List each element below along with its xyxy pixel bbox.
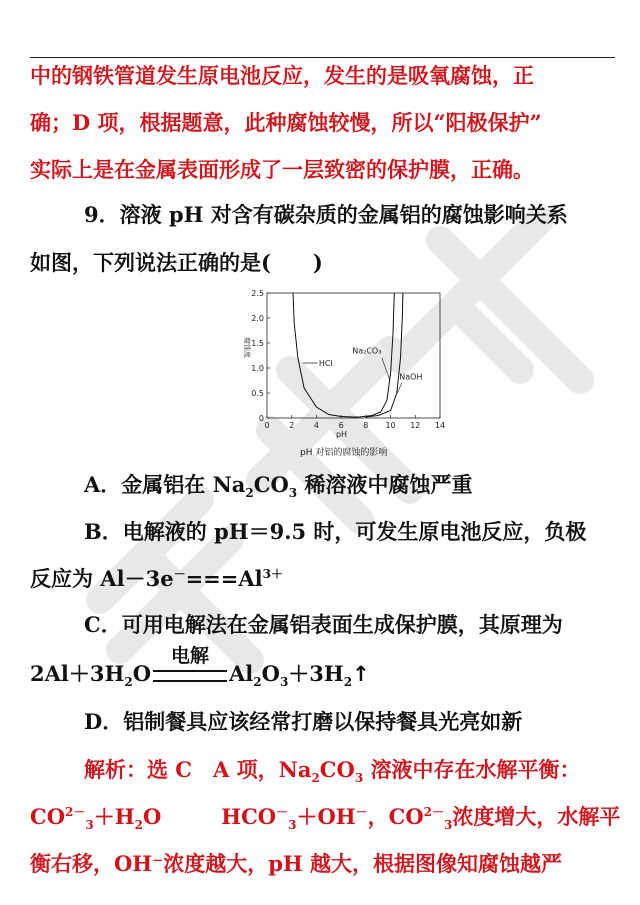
x-tick-label: 6 [338,421,344,430]
answer-line-2: $CO^{2-}_3+H_2O$ $HCO^-_3+OH^-$，$CO^{2-}_3$浓度增大，水解平 [30,804,621,833]
y-tick-label: 0 [258,414,264,423]
x-tick-label: 12 [410,421,421,430]
continuation-line-3: 实际上是在金属表面形成了一层致密的保护膜，正确。 [30,157,534,182]
corrosion-chart [230,283,445,458]
answer-line-1: 解析：选 C A 项，$Na_2CO_3$ 溶液中存在水解平衡： [84,757,581,786]
y-tick-label: 1.0 [251,364,264,373]
chart-svg [230,283,445,443]
question-line-1: 9．溶液 pH 对含有碳杂质的金属铝的腐蚀影响关系 [84,202,568,227]
option-c-equation: $2Al+3H_2O$ 电解 $Al_2O_3+3H_2↑$ [30,645,370,690]
continuation-line-2: 确；D 项，根据题意，此种腐蚀较慢，所以“阳极保护” [30,110,542,135]
series-line-hcl [293,293,360,417]
x-tick-label: 0 [264,421,270,430]
option-c-line-1: C．可用电解法在金属铝表面生成保护膜，其原理为 [84,612,563,637]
chart-caption: pH 对铝的腐蚀的影响 [300,448,388,458]
x-tick-label: 2 [289,421,295,430]
y-tick-label: 2.5 [251,289,264,298]
question-line-2: 如图，下列说法正确的是( ) [30,250,323,275]
y-tick-label: 0.5 [251,389,264,398]
gas-arrow-icon: ↑ [352,662,370,686]
plot-frame [267,293,440,418]
x-tick-label: 8 [363,421,369,430]
option-d: D．铝制餐具应该经常打磨以保持餐具光亮如新 [84,709,523,734]
na2co3-leader [382,358,390,381]
x-axis-label: pH [335,430,348,439]
reaction-condition: 电解 [151,661,229,687]
header-rule [30,57,615,58]
series-label-na2co3: Na₂CO₃ [352,346,382,356]
y-tick-label: 1.5 [251,339,264,348]
option-b-line-1: B．电解液的 pH＝9.5 时，可发生原电池反应，负极 [84,519,587,544]
continuation-line-1: 中的钢铁管道发生原电池反应，发生的是吸氧腐蚀，正 [30,63,534,88]
series-label-hcl: HCl [318,359,333,368]
y-axis-label: 腐蚀度 [243,337,251,358]
option-b-line-2: 反应为 $Al-3e^-===Al^{3+}$ [30,566,283,591]
x-tick-label: 4 [313,421,319,430]
x-tick-label: 14 [434,421,445,430]
option-a: A．金属铝在 $Na_2CO_3$ 稀溶液中腐蚀严重 [84,472,473,501]
y-tick-label: 2.0 [251,314,264,323]
x-tick-label: 10 [385,421,396,430]
answer-line-3: 衡右移，OH⁻浓度越大，pH 越大，根据图像知腐蚀越严 [30,851,563,876]
series-label-naoh: NaOH [399,372,423,382]
